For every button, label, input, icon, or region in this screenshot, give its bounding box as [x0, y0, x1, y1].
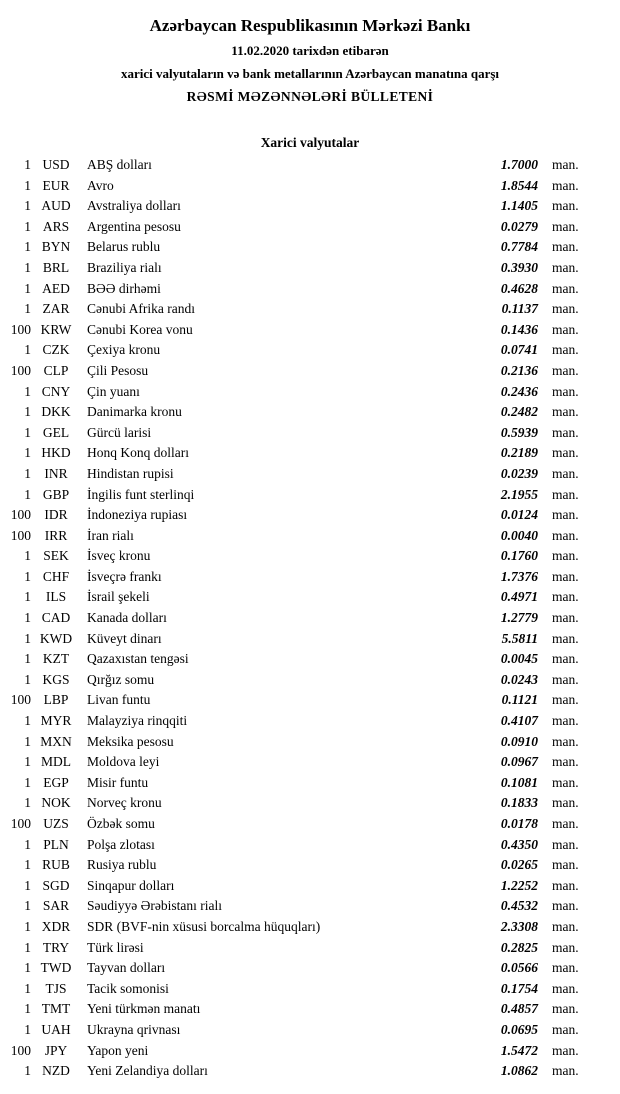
rate-row [0, 155, 620, 176]
currency-code-cell: CLP [43, 362, 69, 378]
rate-value-cell: 2.3308 [500, 918, 538, 934]
currency-code-cell: CHF [42, 568, 70, 584]
currency-name-cell: Danimarka kronu [87, 404, 182, 420]
currency-code-cell: JPY [44, 1042, 68, 1058]
rate-value-cell: 0.0045 [500, 651, 538, 667]
unit-cell: man. [552, 1001, 579, 1017]
currency-name-cell: Honq Konq dolları [87, 445, 189, 461]
rate-row [0, 464, 620, 485]
unit-cell: man. [552, 465, 579, 481]
unit-cell: man. [552, 507, 579, 523]
unit-cell: man. [552, 918, 579, 934]
unit-cell: man. [552, 589, 579, 605]
unit-cell: man. [552, 486, 579, 502]
currency-code-cell: ZAR [42, 301, 70, 317]
rate-value-cell: 0.0265 [500, 857, 538, 873]
rate-value-cell: 1.7000 [500, 157, 538, 172]
unit-cell: man. [552, 527, 579, 543]
quantity-cell: 1 [24, 836, 31, 852]
unit-cell: man. [552, 445, 579, 461]
unit-cell: man. [552, 795, 579, 811]
quantity-cell: 1 [24, 1021, 31, 1037]
quantity-cell: 1 [24, 301, 31, 317]
rate-row [0, 773, 620, 794]
currency-name-cell: Çili Pesosu [87, 362, 149, 378]
quantity-cell: 1 [24, 1063, 31, 1079]
quantity-cell: 1 [24, 610, 31, 626]
unit-cell: man. [552, 898, 579, 914]
quantity-cell: 1 [24, 259, 31, 275]
unit-cell: man. [552, 1021, 579, 1037]
currency-name-cell: Belarus rublu [87, 239, 161, 255]
currency-code-cell: BYN [41, 239, 71, 255]
rate-row [0, 176, 620, 197]
quantity-cell: 1 [24, 857, 31, 873]
quantity-cell: 1 [24, 589, 31, 605]
quantity-cell: 1 [24, 239, 31, 255]
rate-value-cell: 0.0279 [500, 218, 538, 234]
quantity-cell: 1 [24, 939, 31, 955]
currency-name-cell: Braziliya rialı [87, 259, 162, 275]
rate-row [0, 320, 620, 341]
rate-value-cell: 0.4532 [500, 898, 538, 914]
quantity-cell: 1 [24, 157, 31, 172]
rate-row [0, 526, 620, 547]
rate-value-cell: 0.1137 [501, 301, 538, 317]
currency-name-cell: Meksika pesosu [87, 733, 174, 749]
currency-name-cell: Tacik somonisi [87, 980, 169, 996]
quantity-cell: 100 [10, 527, 31, 543]
rate-row [0, 999, 620, 1020]
rate-row [0, 814, 620, 835]
currency-name-cell: ABŞ dolları [87, 157, 152, 172]
quantity-cell: 100 [10, 321, 31, 337]
currency-name-cell: Qırğız somu [87, 671, 155, 687]
currency-code-cell: MXN [40, 733, 72, 749]
currency-code-cell: KRW [40, 321, 72, 337]
currency-name-cell: Qazaxıstan tengəsi [87, 651, 189, 667]
currency-name-cell: Polşa zlotası [87, 836, 155, 852]
rate-row [0, 1020, 620, 1041]
rate-row [0, 587, 620, 608]
quantity-cell: 100 [10, 1042, 31, 1058]
rate-value-cell: 0.0124 [500, 507, 538, 523]
currency-name-cell: Argentina pesosu [87, 218, 181, 234]
currency-code-cell: AUD [41, 198, 71, 214]
currency-code-cell: XDR [41, 918, 71, 934]
rate-value-cell: 2.1955 [500, 486, 538, 502]
unit-cell: man. [552, 157, 579, 172]
unit-cell: man. [552, 960, 579, 976]
quantity-cell: 1 [24, 548, 31, 564]
rate-value-cell: 0.3930 [500, 259, 538, 275]
currency-code-cell: CAD [41, 610, 71, 626]
rate-row [0, 629, 620, 650]
rate-row [0, 835, 620, 856]
rate-value-cell: 0.4857 [500, 1001, 538, 1017]
unit-cell: man. [552, 198, 579, 214]
currency-name-cell: Yapon yeni [87, 1042, 149, 1058]
section-title: Xarici valyutalar [260, 135, 360, 150]
currency-name-cell: Tayvan dolları [87, 960, 166, 976]
currency-code-cell: DKK [41, 404, 71, 420]
quantity-cell: 1 [24, 754, 31, 770]
rate-value-cell: 1.2252 [500, 877, 538, 893]
quantity-cell: 1 [24, 198, 31, 214]
rate-row [0, 917, 620, 938]
unit-cell: man. [552, 321, 579, 337]
currency-code-cell: KGS [42, 671, 70, 687]
currency-code-cell: ARS [42, 218, 70, 234]
currency-code-cell: UZS [43, 816, 69, 831]
currency-name-cell: Moldova leyi [87, 754, 160, 770]
quantity-cell: 1 [24, 877, 31, 893]
currency-code-cell: PLN [43, 836, 69, 852]
quantity-cell: 1 [24, 424, 31, 440]
currency-name-cell: Kanada dolları [87, 610, 167, 626]
rate-row [0, 217, 620, 238]
unit-cell: man. [552, 692, 579, 708]
rate-value-cell: 1.1405 [500, 198, 538, 214]
currency-code-cell: MYR [40, 713, 72, 729]
bulletin-title: RƏSMİ MƏZƏNNƏLƏRİ BÜLLETENİ [186, 89, 434, 104]
currency-name-cell: Avro [87, 177, 114, 193]
unit-cell: man. [552, 218, 579, 234]
rate-value-cell: 1.2779 [500, 610, 538, 626]
rate-row [0, 423, 620, 444]
currency-name-cell: Cənubi Afrika randı [87, 301, 195, 317]
unit-cell: man. [552, 568, 579, 584]
rate-value-cell: 0.1833 [500, 795, 538, 811]
unit-cell: man. [552, 259, 579, 275]
rate-value-cell: 0.0566 [500, 960, 538, 976]
rate-value-cell: 0.1081 [500, 774, 538, 790]
unit-cell: man. [552, 548, 579, 564]
unit-cell: man. [552, 939, 579, 955]
rate-value-cell: 0.2825 [500, 939, 538, 955]
quantity-cell: 1 [24, 651, 31, 667]
currency-code-cell: AED [42, 280, 70, 296]
currency-name-cell: İsrail şekeli [87, 589, 150, 605]
quantity-cell: 1 [24, 898, 31, 914]
rate-row [0, 958, 620, 979]
currency-name-cell: Norveç kronu [87, 795, 162, 811]
rate-value-cell: 0.4628 [500, 280, 538, 296]
currency-code-cell: INR [44, 465, 68, 481]
currency-code-cell: GBP [42, 486, 70, 502]
currency-name-cell: İsveçrə frankı [87, 568, 162, 584]
currency-code-cell: UAH [41, 1021, 71, 1037]
unit-cell: man. [552, 383, 579, 399]
quantity-cell: 1 [24, 218, 31, 234]
quantity-cell: 1 [24, 342, 31, 358]
unit-cell: man. [552, 651, 579, 667]
rate-row [0, 690, 620, 711]
unit-cell: man. [552, 239, 579, 255]
rate-value-cell: 0.0243 [500, 671, 538, 687]
currency-name-cell: İngilis funt sterlinqi [87, 486, 195, 502]
rate-value-cell: 0.0040 [500, 527, 538, 543]
rate-value-cell: 0.1760 [500, 548, 538, 564]
rate-row [0, 258, 620, 279]
rate-row [0, 485, 620, 506]
rate-row [0, 546, 620, 567]
unit-cell: man. [552, 630, 579, 646]
quantity-cell: 1 [24, 960, 31, 976]
unit-cell: man. [552, 1063, 579, 1079]
rate-value-cell: 0.1121 [501, 692, 538, 708]
unit-cell: man. [552, 362, 579, 378]
unit-cell: man. [552, 980, 579, 996]
rate-value-cell: 1.7376 [500, 568, 538, 584]
rate-value-cell: 0.2189 [500, 445, 538, 461]
currency-name-cell: Gürcü larisi [87, 424, 152, 440]
quantity-cell: 1 [24, 486, 31, 502]
rate-value-cell: 0.0178 [500, 816, 538, 831]
quantity-cell: 100 [10, 816, 31, 831]
currency-name-cell: Malayziya rinqqiti [87, 713, 188, 729]
currency-code-cell: TMT [41, 1001, 71, 1017]
quantity-cell: 1 [24, 630, 31, 646]
unit-cell: man. [552, 877, 579, 893]
rate-row [0, 649, 620, 670]
rate-value-cell: 0.2436 [500, 383, 538, 399]
rate-value-cell: 5.5811 [501, 630, 538, 646]
currency-code-cell: SGD [42, 877, 70, 893]
rate-row [0, 1061, 620, 1082]
currency-name-cell: SDR (BVF-nin xüsusi borcalma hüquqları) [87, 918, 321, 934]
quantity-cell: 1 [24, 774, 31, 790]
currency-code-cell: SEK [43, 548, 69, 564]
rate-row [0, 855, 620, 876]
quantity-cell: 1 [24, 568, 31, 584]
currency-code-cell: IRR [44, 527, 68, 543]
currency-code-cell: TJS [45, 980, 67, 996]
currency-code-cell: NOK [41, 795, 71, 811]
currency-code-cell: USD [42, 157, 70, 172]
rate-row [0, 443, 620, 464]
currency-name-cell: İndoneziya rupiası [87, 507, 188, 523]
rate-row [0, 1041, 620, 1062]
rate-row [0, 670, 620, 691]
rate-row [0, 896, 620, 917]
unit-cell: man. [552, 301, 579, 317]
currency-name-cell: Səudiyyə Ərəbistanı rialı [87, 898, 222, 914]
quantity-cell: 1 [24, 918, 31, 934]
unit-cell: man. [552, 774, 579, 790]
currency-code-cell: BRL [42, 259, 70, 275]
currency-code-cell: GEL [42, 424, 70, 440]
rate-row [0, 340, 620, 361]
unit-cell: man. [552, 177, 579, 193]
currency-code-cell: KWD [39, 630, 73, 646]
currency-name-cell: Sinqapur dolları [87, 877, 175, 893]
currency-name-cell: Küveyt dinarı [87, 630, 162, 646]
rate-value-cell: 0.0967 [500, 754, 538, 770]
currency-name-cell: Hindistan rupisi [87, 465, 174, 481]
currency-name-cell: Yeni Zelandiya dolları [87, 1063, 208, 1079]
currency-name-cell: Cənubi Korea vonu [87, 321, 193, 337]
currency-name-cell: Rusiya rublu [87, 857, 157, 873]
rate-row [0, 752, 620, 773]
rate-row [0, 402, 620, 423]
rate-row [0, 876, 620, 897]
quantity-cell: 1 [24, 177, 31, 193]
currency-name-cell: Ukrayna qrivnası [87, 1021, 181, 1037]
rate-value-cell: 0.0741 [500, 342, 538, 358]
currency-name-cell: BƏƏ dirhəmi [87, 280, 161, 296]
rate-value-cell: 0.2482 [500, 404, 538, 420]
currency-name-cell: İran rialı [87, 527, 134, 543]
rate-value-cell: 0.2136 [500, 362, 538, 378]
quantity-cell: 1 [24, 465, 31, 481]
scope-line: xarici valyutaların və bank metallarının Azərbaycan manatına qarşı [120, 66, 500, 81]
rate-value-cell: 0.1754 [500, 980, 538, 996]
unit-cell: man. [552, 836, 579, 852]
quantity-cell: 100 [10, 362, 31, 378]
unit-cell: man. [552, 754, 579, 770]
rate-value-cell: 0.0695 [500, 1021, 538, 1037]
unit-cell: man. [552, 1042, 579, 1058]
quantity-cell: 100 [10, 692, 31, 708]
unit-cell: man. [552, 404, 579, 420]
rate-row [0, 938, 620, 959]
unit-cell: man. [552, 816, 579, 831]
rate-row [0, 505, 620, 526]
rate-value-cell: 0.7784 [500, 239, 538, 255]
rates-table [0, 155, 620, 1082]
unit-cell: man. [552, 424, 579, 440]
currency-code-cell: SAR [42, 898, 70, 914]
currency-code-cell: EGP [43, 774, 69, 790]
unit-cell: man. [552, 280, 579, 296]
currency-code-cell: MDL [41, 754, 71, 770]
rate-row [0, 567, 620, 588]
rate-value-cell: 0.4107 [500, 713, 538, 729]
unit-cell: man. [552, 733, 579, 749]
rate-row [0, 279, 620, 300]
quantity-cell: 100 [10, 507, 31, 523]
currency-code-cell: CZK [42, 342, 70, 358]
rate-row [0, 979, 620, 1000]
rate-row [0, 196, 620, 217]
currency-code-cell: TRY [42, 939, 70, 955]
quantity-cell: 1 [24, 671, 31, 687]
currency-name-cell: Yeni türkmən manatı [87, 1001, 201, 1017]
quantity-cell: 1 [24, 980, 31, 996]
page-title: Azərbaycan Respublikasının Mərkəzi Bankı [149, 16, 471, 35]
currency-code-cell: KZT [42, 651, 70, 667]
unit-cell: man. [552, 671, 579, 687]
currency-code-cell: RUB [42, 857, 70, 873]
rate-value-cell: 0.4350 [500, 836, 538, 852]
currency-name-cell: Özbək somu [87, 816, 155, 831]
rate-value-cell: 0.5939 [500, 424, 538, 440]
rate-row [0, 793, 620, 814]
quantity-cell: 1 [24, 795, 31, 811]
rate-row [0, 608, 620, 629]
currency-name-cell: Türk lirəsi [87, 939, 144, 955]
rate-row [0, 711, 620, 732]
unit-cell: man. [552, 857, 579, 873]
currency-name-cell: Çin yuanı [87, 383, 140, 399]
currency-code-cell: LBP [43, 692, 69, 708]
currency-code-cell: ILS [45, 589, 67, 605]
unit-cell: man. [552, 342, 579, 358]
currency-code-cell: IDR [44, 507, 68, 523]
currency-name-cell: İsveç kronu [87, 548, 151, 564]
quantity-cell: 1 [24, 445, 31, 461]
currency-code-cell: EUR [42, 177, 70, 193]
rate-row [0, 382, 620, 403]
currency-code-cell: NZD [42, 1063, 70, 1079]
currency-code-cell: HKD [41, 445, 71, 461]
quantity-cell: 1 [24, 280, 31, 296]
rate-value-cell: 0.0910 [500, 733, 538, 749]
quantity-cell: 1 [24, 733, 31, 749]
currency-name-cell: Livan funtu [87, 692, 151, 708]
unit-cell: man. [552, 610, 579, 626]
rate-value-cell: 1.5472 [500, 1042, 538, 1058]
currency-name-cell: Misir funtu [87, 774, 149, 790]
unit-cell: man. [552, 713, 579, 729]
quantity-cell: 1 [24, 404, 31, 420]
currency-code-cell: TWD [40, 960, 72, 976]
quantity-cell: 1 [24, 1001, 31, 1017]
rate-row [0, 732, 620, 753]
quantity-cell: 1 [24, 383, 31, 399]
currency-name-cell: Avstraliya dolları [87, 198, 181, 214]
currency-code-cell: CNY [41, 383, 71, 399]
rate-value-cell: 1.0862 [500, 1063, 538, 1079]
rate-value-cell: 1.8544 [500, 177, 538, 193]
rate-row [0, 361, 620, 382]
rate-row [0, 237, 620, 258]
rate-row [0, 299, 620, 320]
effective-date-line: 11.02.2020 tarixdən etibarən [231, 43, 389, 58]
rate-value-cell: 0.4971 [500, 589, 538, 605]
currency-name-cell: Çexiya kronu [87, 342, 161, 358]
rate-value-cell: 0.0239 [500, 465, 538, 481]
quantity-cell: 1 [24, 713, 31, 729]
rate-value-cell: 0.1436 [500, 321, 538, 337]
